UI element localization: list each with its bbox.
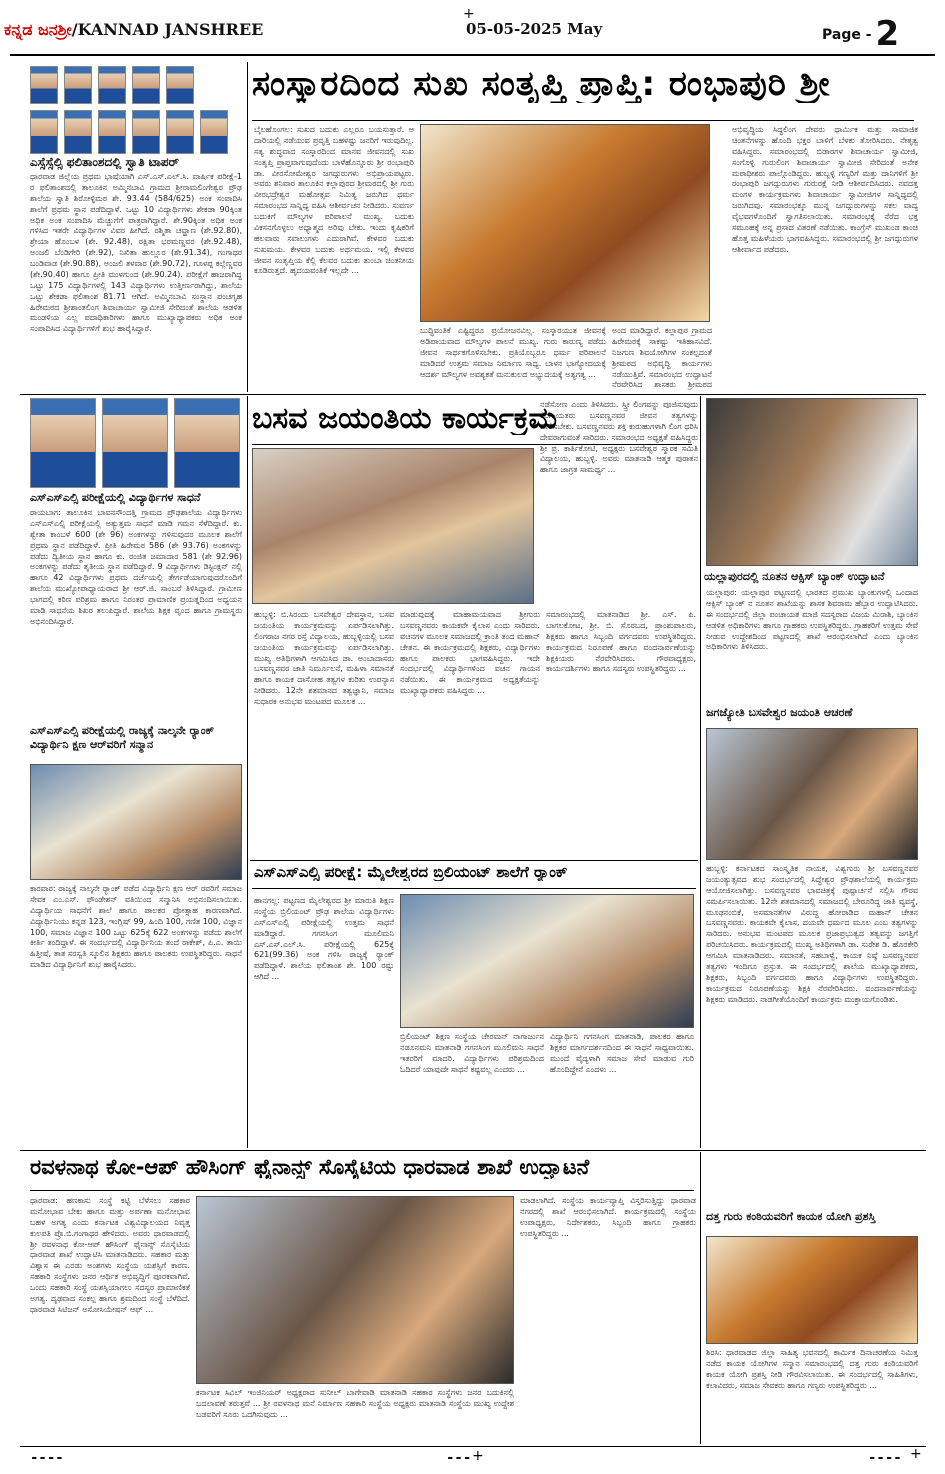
state-rank-headline: ಎಸ್ಎಸ್ಎಲ್ಸಿ ಪರೀಕ್ಷೆಯಲ್ಲಿ ರಾಜ್ಯಕ್ಕೆ ನಾಲ್ಕನೇ ರ್‍ಯಾಂಕ್ ವಿದ್ಯಾರ್ಥಿನಿ ಕ್ಷಣ ಆರ್‌ವರಿಗೆ ಸನ್ಮಾನ [30,724,215,751]
masthead-date: 05-05-2025 May [466,20,603,38]
student-photo [30,398,96,488]
masthead-title-english: /KANNAD JANSHREE [71,20,264,39]
student-photo [200,110,228,154]
brilliant-photo [400,894,694,1028]
achievers-photos [30,398,242,488]
rambhapuri-body-right: ಅಂದ ಮಾಡಿದ್ದಾರೆ. ಕಲ್ಲಾಪುರ ಗ್ರಾಮದ ಹಿರೇಮಠಕ್ಕೆ ಸಾಕಷ್ಟು ಇತಿಹಾಸವಿದೆ. ನಿಜಗುಣ ಶಿವಯೋಗಿಗಳ ಸಂಕಲ್ಪದಂತೆ ಶ್ರೀಮಠದ ಅಭಿವೃದ್ಧಿ ಕಾರ್ಯಗಳು ನಡೆಯುತ್ತಿವೆ. ಸಮಾರಂಭದ ಉದ್ಘಾಟನೆ ನೆರವೇರಿಸಿದ ಶಾಸಕರು ಶ್ರೀಮಠದ [612,326,712,390]
brilliant-headline: ಎಸ್ಎಸ್ಎಲ್ಸಿ ಪರೀಕ್ಷೆ: ಮೈಲೇಶ್ವರದ ಬ್ರಿಲಿಯಂಟ್ ಶಾಲೆಗೆ ರ್‍ಯಾಂಕ್ [254,864,568,881]
student-photo [98,110,126,154]
footer-left: ---- [30,1450,64,1466]
datta-headline: ದತ್ತ ಗುರು ಕಂಠಿಯವರಿಗೆ ಕಾಯಕ ಯೋಗಿ ಪ್ರಶಸ್ತಿ [706,1210,876,1223]
basava-body-right: ಸಮಾರಂಭದಲ್ಲಿ ಮಾತನಾಡಿದ ಶ್ರೀ. ಎಸ್. ಪಿ. ಬಾಗಲಕೋಟ, ಶ್ರೀ. ಬಿ. ಸೊರಬದ, ಪ್ರಾಂಶುಪಾಲರು, ಶಿಕ್ಷಕರು ಹಾಗೂ ಸಿಬ್ಬಂದಿ ವರ್ಗದವರು ಉಪಸ್ಥಿತರಿದ್ದರು. ಕಾರ್ಯಕ್ರಮದ ನಿರೂಪಣೆ ಹಾಗೂ ವಂದನಾರ್ಪಣೆಯನ್ನು ಶಿಕ್ಷಕಿಯರು ನೆರವೇರಿಸಿದರು. ಗೌರವಾಧ್ಯಕ್ಷರು, ಕಾರ್ಯದರ್ಶಿಗಳು ಹಾಗೂ ಸದಸ್ಯರು ಉಪಸ್ಥಿತರಿದ್ದರು ... [546,610,696,674]
brilliant-body-right: ವಿದ್ಯಾರ್ಥಿನಿ ಗಗನಸಿಂಗ ಮಾತನಾಡಿ, ಪಾಲಕರ ಹಾಗೂ ಶಿಕ್ಷಕರ ಮಾರ್ಗದರ್ಶನದಿಂದ ಈ ಸಾಧನೆ ಸಾಧ್ಯವಾಯಿತು. ಮುಂದೆ ವೈದ್ಯಳಾಗಿ ಸಮಾಜ ಸೇವೆ ಮಾಡುವ ಗುರಿ ಹೊಂದಿದ್ದೇನೆ ಎಂದಳು ... [550,1032,694,1074]
basava-headline: ಬಸವ ಜಯಂತಿಯ ಕಾರ್ಯಕ್ರಮ [252,402,558,435]
cooperative-photo [196,1196,514,1384]
student-photo [166,110,194,154]
student-photo [64,66,92,104]
section-rule [250,860,698,861]
brilliant-body-mid: ಬ್ರಿಲಿಯಂಟ್ ಶಿಕ್ಷಣ ಸಂಸ್ಥೆಯ ಚೇರಮನ್ ನಾಗಾರ್ಜುನ ನಡೂನಮನಿ ಮಾತನಾಡಿ ಗಗನಸಿಂಗ ಮೂಲಿಮನಿ ಸಾಧನೆ ಇತರರಿಗೆ ಮಾದರಿ. ವಿದ್ಯಾರ್ಥಿಗಳು ಪರಿಶ್ರಮದಿಂದ ಓದಿದರೆ ಯಾವುದೇ ಸಾಧನೆ ಕಷ್ಟವಲ್ಲ ಎಂದರು ... [400,1032,544,1074]
column-rule [700,396,701,1148]
rambhapuri-body-mid: ಬುದ್ಧಿವಂತಿಕೆ ಎಷ್ಟಿದ್ದರೂ ಪ್ರಯೋಜನವಿಲ್ಲ. ಸಂಸ್ಕಾರಯುತ ಜೀವನಕ್ಕೆ ಅಡಿಪಾಯವಾದ ಮೌಲ್ಯಗಳ ಪಾಲನೆ ಮುಖ್ಯ. ಗುರು ಕಾರುಣ್ಯ ಪಡೆದು ಜೀವನ ಸಾರ್ಥಕಗೊಳಿಸಬೇಕು. ಪ್ರತಿಯೊಬ್ಬರೂ ಧರ್ಮ ಪರಿಪಾಲನೆ ಮಾಡಿದರೆ ಉತ್ತಮ ಸಮಾಜ ನಿರ್ಮಾಣ ಸಾಧ್ಯ. ಬಾಳನ ಭಾಗ್ಯೋದಯಕ್ಕೆ ಆದರ್ಶ ಮೌಲ್ಯಗಳ ಅವಶ್ಯಕತೆ ಮನುಕುಲದ ಅಭ್ಯುದಯಕ್ಕೆ ಅತ್ಯಗತ್ಯ ... [420,326,606,379]
footer-center: --- [446,1450,472,1466]
state-rank-photo [30,764,242,880]
cooperative-body-left: ಧಾರವಾಡ: ಹಣಕಾಸು ಸಂಸ್ಥೆ ಕಟ್ಟಿ ಬೆಳೆಸಲು ಸಹಕಾರ ಮನೋಭಾವ ಬೇಕು ಹಾಗೂ ಮತ್ತು ಅರ್ಪಣಾ ಮನೋಭಾವ ಬಹಳ ಅಗತ್ಯ ಎಂದು ಕರ್ನಾಟಕ ವಿಶ್ವವಿದ್ಯಾಲಯದ ನಿವೃತ್ತ ಕುಲಪತಿ ಪ್ರೊ.ಬಿ.ಗಂಗಾಧರ ಹೇಳಿದರು. ಅವರು ಧಾರವಾಡದಲ್ಲಿ ಶ್ರೀ ರವಳನಾಥ ಕೋ-ಆಪ್ ಹೌಸಿಂಗ್ ಫೈನಾನ್ಸ್ ಸೊಸೈಟಿಯ ಧಾರವಾಡ ಶಾಖೆ ಉದ್ಘಾಟಿಸಿ ಮಾತನಾಡಿದರು. ಸಹಕಾರ ಮತ್ತು ವಿಶ್ವಾಸ ಈ ಎರಡು ಅಂಶಗಳು ಸಂಸ್ಥೆಯ ಯಶಸ್ಸಿಗೆ ಕಾರಣ. ಸಹಕಾರಿ ಸಂಸ್ಥೆಗಳು ಜನರ ಆರ್ಥಿಕ ಅಭಿವೃದ್ಧಿಗೆ ಪೂರಕವಾಗಿವೆ. ಒಂದು ಸಹಕಾರಿ ಸಂಸ್ಥೆ ಯಶಸ್ಸಿಯಾಗಲು ಸದಸ್ಯರ ಪ್ರಾಮಾಣಿಕತೆ ಅಗತ್ಯ. ದೃಢವಾದ ಸಂಕಲ್ಪ ಹಾಗೂ ಶ್ರಮದಿಂದ ಸಂಸ್ಥೆ ಬೆಳೆದಿದೆ. ಧಾರವಾಡ ಸಿಟಿಜನ್ ಅಸೋಸಿಯೇಷನ್ ಆಫ್ ... [30,1196,190,1314]
cooperative-headline: ರವಳನಾಥ ಕೋ-ಆಪ್ ಹೌಸಿಂಗ್ ಫೈನಾನ್ಸ್ ಸೊಸೈಟಿಯ ಧಾರವಾಡ ಶಾಖೆ ಉದ್ಘಾಟನೆ [30,1156,590,1179]
crosshair-top: + [463,6,475,22]
state-rank-body: ಕಾರವಾರ: ರಾಜ್ಯಕ್ಕೆ ನಾಲ್ಕನೇ ರ್‍ಯಾಂಕ್ ಪಡೆದ ವಿದ್ಯಾರ್ಥಿನಿ ಕ್ಷಣ ಆರ್ ರವರಿಗೆ ಸಮಾಜ ಸೇವಕ ಎಂ.ಎಸ್. ಫೌಂಡೇಶನ್ ವತಿಯಿಂದ ಸನ್ಮಾನಿಸಿ ಅಭಿನಂದಿಸಲಾಯಿತು. ವಿದ್ಯಾರ್ಥಿಯ ಸಾಧನೆಗೆ ಶಾಲೆ ಹಾಗೂ ಪಾಲಕರ ಪ್ರೋತ್ಸಾಹ ಕಾರಣವಾಗಿದೆ. ವಿದ್ಯಾರ್ಥಿನಿಯು ಕನ್ನಡ 123, ಇಂಗ್ಲಿಷ್ 99, ಹಿಂದಿ 100, ಗಣಿತ 100, ವಿಜ್ಞಾನ 100, ಸಮಾಜ ವಿಜ್ಞಾನ 100 ಒಟ್ಟು 625ಕ್ಕೆ 622 ಅಂಕಗಳನ್ನು ಪಡೆದು ಶಾಲೆಗೆ ಕೀರ್ತಿ ತಂದಿದ್ದಾಳೆ. ಈ ಸಂದರ್ಭದಲ್ಲಿ ವಿದ್ಯಾರ್ಥಿನಿಯ ತಂದೆ ರಾಕೇಶ್, ಪಿ.ಎ. ತಾಯಿ ಹಿತ್ತೀಷೆ, ತಾತ ಸರಸ್ವತಿ ಸ್ಕೂಲಿನ ಶಿಕ್ಷಕರು ಹಾಗೂ ಪಾಲಕರು ಉಪಸ್ಥಿತರಿದ್ದರು. ಸಾಧನೆ ಮಾಡಿದ ವಿದ್ಯಾರ್ಥಿನಿಗೆ ಶುಭ ಹಾರೈಸಿದರು. [30,884,242,970]
basava-photo [252,448,534,604]
student-photo [174,398,240,488]
brilliant-body-left: ಹಾನಗಲ್ಲ: ಪಟ್ಟಣದ ಮೈಲೇಶ್ವರದ ಶ್ರೀ ಮಾರುತಿ ಶಿಕ್ಷಣ ಸಂಸ್ಥೆಯ ಬ್ರಿಲಿಯಂಟ್ ಪ್ರೌಢ ಶಾಲೆಯ ವಿದ್ಯಾರ್ಥಿಗಳು ಎಸ್ಎಸ್ಎಲ್ಸಿ ಪರೀಕ್ಷೆಯಲ್ಲಿ ಉತ್ತಮ ಸಾಧನೆ ಮಾಡಿದ್ದಾರೆ. ಗಗನಸಿಂಗ ಮೂಲಿಮನಿ ಎಸ್.ಎಸ್.ಎಲ್.ಸಿ. ಪರೀಕ್ಷೆಯಲ್ಲಿ 625ಕ್ಕೆ 621(99.36) ಅಂಕ ಗಳಿಸಿ ರಾಜ್ಯಕ್ಕೆ ರ್‍ಯಾಂಕ್ ಪಡೆದಿದ್ದಾಳೆ. ಶಾಲೆಯ ಫಲಿತಾಂಶ ಶೇ. 100 ರಷ್ಟು ಆಗಿದೆ ... [254,896,394,982]
jagajyoti-photo [706,728,918,860]
student-photo [102,398,168,488]
basava-body-top-right: ನಡೆಸೋಣ ಎಂದು ತಿಳಿಸಿದರು. ಸ್ತ್ರೀ ಲಿಂಗವನ್ನು ಪೂಜಿಸುವುದು ಲಿಂಗಾಯತರು ಬಸವಣ್ಣನವರ ಜೀವನ ತತ್ವಗಳನ್ನು ಪಾಲಿಸಬೇಕು. ಬಸವಣ್ಣನವರು ಶಕ್ತಿ ಕುರುಹುಗಳಾಗಿ ಲಿಂಗ ಧರಿಸಿ ದೇವರಾಗುವಂತೆ ಸಾರಿದರು. ಸಮಾರಂಭದ ಅಧ್ಯಕ್ಷತೆ ವಹಿಸಿದ್ದರು ಶ್ರೀ ಪ್ರ. ಕಾರ್ತಿಕೋಟಿ, ಅಧ್ಯಕ್ಷರು ಬಸವೇಶ್ವರ ಸ್ಮಾರಕ ಸಮಿತಿ ವಿದ್ಯಾಲಯ, ಹುಬ್ಬಳ್ಳಿ. ಅವರು ಮಾತನಾಡಿ ಆತ್ಮಕ ಪುರಾತನ ಹಾಗೂ ಜಾಗ್ರತ ಸಾಮರ್ಥ್ಯ ... [540,400,698,475]
student-photo [30,110,58,154]
topper-headline: ಎಸ್ಸೆಸ್ಸೆಲ್ಸಿ ಫಲಿತಾಂಶದಲ್ಲಿ ಸ್ವಾತಿ ಟಾಪರ್ [30,155,179,169]
page-indicator [822,14,899,54]
page-number: 2 [875,14,900,54]
basava-body-left: ಹುಬ್ಬಳ್ಳಿ: ಬಿ.ಸಿರಂದು ಬಸವೇಶ್ವರ ದೇವಸ್ಥಾನ, ಬಸವ ಜಯಂತಿಯ ಕಾರ್ಯಕ್ರಮವನ್ನು ಏರ್ಪಡಿಸಲಾಗಿತ್ತು. ಲಿಂಗರಾಜ ನಗರ ರಸ್ತೆ ವಿದ್ಯಾಲಯ, ಹುಬ್ಬಳ್ಳಿಯಲ್ಲಿ ಬಸವ ಜಯಂತಿಯ ಕಾರ್ಯಕ್ರಮವನ್ನು ಏರ್ಪಡಿಸಲಾಗಿತ್ತು. ಮುಖ್ಯ ಅತಿಥಿಗಳಾಗಿ ಆಗಮಿಸಿದ ಡಾ. ಅಂಬಾದಾಸರು ಬಸವಣ್ಣನವರ ಜಾತಿ ನಿರ್ಮೂಲನೆ, ಮಹಿಳಾ ಸಮಾನತೆ ಹಾಗೂ ಕಾಯಕ ದಾಸೋಹ ತತ್ವಗಳ ಕುರಿತು ಉಪನ್ಯಾಸ ನೀಡಿದರು. 12ನೇ ಶತಮಾನದ ತತ್ವಜ್ಞಾನಿ, ಸಮಾಜ ಸುಧಾರಕ ಅನುಭವ ಮಂಟಪದ ಮೂಲಕ ... [254,610,394,706]
topper-photos [30,66,242,154]
axis-bank-headline: ಯಲ್ಲಾಪುರದಲ್ಲಿ ನೂತನ ಆಕ್ಸಿಸ್ ಬ್ಯಾಂಕ್ ಉದ್ಘಾಟನೆ [704,570,885,583]
axis-bank-photo [706,398,918,566]
topper-body: ಧಾರವಾಡ ಜಿಲ್ಲೆಯ ಪ್ರಥಮ ಭಾಷೆಯಾಗಿ ಎಸ್.ಎಸ್.ಎಲ್.ಸಿ. ವಾರ್ಷಿಕ ಪರೀಕ್ಷೆ-1 ರ ಫಲಿತಾಂಶದಲ್ಲಿ ತಾಲೂಕಿನ ಅಮ್ಮಿನಬಾವಿ ಗ್ರಾಮದ ಶ್ರೀರಾಮಲಿಂಗೇಶ್ವರ ಪ್ರೌಢ ಶಾಲೆಯ ಸ್ವಾತಿ ಶಿರೋಳ್ಳಿಮಠ ಶೇ. 93.44 (584/625) ಅಂಕ ಸಂಪಾದಿಸಿ ಶಾಲೆಗೆ ಪ್ರಥಮ ಸ್ಥಾನ ಪಡೆದಿದ್ದಾಳೆ. ಒಟ್ಟು 10 ವಿದ್ಯಾರ್ಥಿಗಳು ಶೇಕಡಾ 90ಕ್ಕಿಂತ ಅಧಿಕ ಅಂಕ ಸಂಪಾದಿಸಿ ಮೆಚ್ಚುಗೆಗೆ ಪಾತ್ರರಾಗಿದ್ದಾರೆ. ಶೇ.90ಕ್ಕಿಂತ ಅಧಿಕ ಅಂಕ ಗಳಿಸಿದ ಇತರೇ ವಿದ್ಯಾರ್ಥಿಗಳ ವಿವರ ಹೀಗಿದೆ. ರಶ್ಮಿತಾ ಚವ್ಹಾಣ (ಶೇ.92.80), ಶ್ರೇಯಾ ಹೊಂಬಳ (ಶೇ. 92.48), ರಕ್ಷಿತಾ ಭರಮಣ್ಣವರ (ಶೇ.92.48), ಅಂಜಲಿ ಬೆಂಡಿಗೇರಿ (ಶೇ.92), ನಿಖಿತಾ ಹುಲ್ಲೂರ (ಶೇ.91.34), ಗಂಗಾಧರ ಬಂಡಿವಾಡ (ಶೇ.90.88), ಅಂಜಲಿ ತಳವಾರ (ಶೇ.90.72), ಗೂಳಪ್ಪ ಕಲ್ಲೆಣ್ಣವರ (ಶೇ.90.40) ಹಾಗೂ ಪ್ರೀತಿ ಮುಳಗುಂದ (ಶೇ.90.24). ಪರೀಕ್ಷೆಗೆ ಹಾಜರಾಗಿದ್ದ ಒಟ್ಟು 175 ವಿದ್ಯಾರ್ಥಿಗಳಲ್ಲಿ 143 ವಿದ್ಯಾರ್ಥಿಗಳು ಉತ್ತೀರ್ಣರಾಗಿದ್ದು, ಶಾಲೆಯ ಒಟ್ಟು ಶೇಕಡಾ ಫಲಿತಾಂಶ 81.71 ಆಗಿದೆ. ಅಮ್ಮಿನಬಾವಿ ಸಂಸ್ಥಾನ ಪಂಚಗೃಹ ಹಿರೇಮಠದ ಶ್ರೀಶಾಂತಲಿಂಗ ಶಿವಾಚಾರ್ಯ ಸ್ವಾಮೀಜಿ ಸೇರಿದಂತೆ ಶಾಲೆಯ ಆಡಳಿತ ಮಂಡಳಿಯ ಎಲ್ಲ ಪದಾಧಿಕಾರಿಗಳು ಹಾಗೂ ಮುಖ್ಯಾಧ್ಯಾಪಕರು ಅಧಿಕ ಅಂಕ ಸಂಪಾದಿಸಿದ ವಿದ್ಯಾರ್ಥಿಗಳಿಗೆ ಶುಭ ಹಾರೈಸಿದ್ದಾರೆ. [30,172,242,334]
student-photo [166,66,194,104]
jagajyoti-headline: ಜಗಜ್ಯೋತಿ ಬಸವೇಶ್ವರ ಜಯಂತಿ ಆಚರಣೆ [706,706,853,719]
footer-rule [20,1446,926,1447]
cooperative-body-right: ಮಾಡಲಾಗಿದೆ. ಸಂಸ್ಥೆಯ ಕಾರ್ಯವ್ಯಾಪ್ತಿ ವಿಸ್ತರಿಸುತ್ತಿದ್ದು ಧಾರವಾಡ ನಗರದಲ್ಲಿ ಶಾಖೆ ಆರಂಭಿಸಲಾಗಿದೆ. ಕಾರ್ಯಕ್ರಮದಲ್ಲಿ ಸಂಸ್ಥೆಯ ಉಪಾಧ್ಯಕ್ಷರು, ನಿರ್ದೇಶಕರು, ಸಿಬ್ಬಂದಿ ಹಾಗೂ ಗ್ರಾಹಕರು ಉಪಸ್ಥಿತರಿದ್ದರು ... [520,1196,696,1238]
rambhapuri-body-left: ಬೈಲಹೊಂಗಲ: ಸುಖದ ಬದುಕು ಎಲ್ಲರೂ ಬಯಸುತ್ತಾರೆ. ಆ ದಾರಿಯಲ್ಲಿ ನಡೆಯುವ ಪ್ರವೃತ್ತಿ ಬಹಳಷ್ಟು ಜನರಿಗೆ ಇರುವುದಿಲ್ಲ. ಸತ್ಯ ಶುದ್ಧವಾದ ಸಂಸ್ಕಾರದಿಂದ ಮಾನವ ಜೀವನದಲ್ಲಿ ಸುಖ ಸಂತೃಪ್ತಿ ಪ್ರಾಪ್ತವಾಗುವುದೆಂದು ಬಾಳೆಹೊನ್ನೂರು ಶ್ರೀ ರಂಭಾಪುರಿ ಡಾ. ವೀರಸೋಮೇಶ್ವರ ಜಗದ್ಗುರುಗಳು ಅಭಿಪ್ರಾಯಪಟ್ಟರು. ಅವರು ಶನಿವಾರ ತಾಲೂಕಿನ ಕಲ್ಲಾಪುರದ ಶ್ರೀಮಠದಲ್ಲಿ ಶ್ರೀ ಗುರು ವೀರಭದ್ರೇಶ್ವರ ಮಹೋತ್ಸವ ನಿಮಿತ್ಯ ಜರುಗಿದ ಧರ್ಮ ಸಮಾರಂಭದ ಸಾನ್ನಿಧ್ಯ ವಹಿಸಿ ಆಶೀರ್ವಚನ ನೀಡಿದರು. ಸುವರ್ಣ ಬದುಕಿಗೆ ಮೌಲ್ಯಗಳ ಪರಿಪಾಲನೆ ಮುಖ್ಯ. ಬದುಕು ವಿಕಸನಗೊಳ್ಳಲು ಅಧ್ಯಾತ್ಮದ ಅರಿವು ಬೇಕು. ಇಂದು ಕೃಷಿಕರಿಗೆ ಹಲವಾರು ಸವಾಲುಗಳು ಎದುರಾಗಿವೆ. ಕೇಳವರ ಬದುಕು ಸುಖಮಯ. ಕೇಳವರ ಬದುಕು ಅರ್ಥಮಯ. ಇಲ್ಲಿ ಕೇಳವರ ಜೀವನ ಸಂತೃಪ್ತಿಯ ಕೆಲ್ಲಿ ಕೆಲವರ ಬದುಕು ತುಂಬಾ ಚಿಂತನೀಯ ಕೂಡಿರುತ್ತದೆ. ಹೃದಯವಂತಿಕೆ ಇಲ್ಲದೇ ... [254,125,414,276]
student-photo [30,66,58,104]
headline-rule [30,1190,694,1191]
masthead-title-kannada: ಕನ್ನಡ ಜನಶ್ರೀ [4,20,72,39]
row-rule [20,394,926,395]
masthead-title [4,20,263,40]
datta-body: ಶಿರಸಿ: ಧಾರವಾಡದ ಜಿಲ್ಲಾ ಸಾಹಿತ್ಯ ಭವನದಲ್ಲಿ ಕಾರ್ಮಿಕ ದಿನಾಚರಣೆಯ ನಿಮಿತ್ತ ನಡೆದ ಕಾಯಕ ಯೋಗಿಗಳ ಸನ್ಮಾನ ಸಮಾರಂಭದಲ್ಲಿ ದತ್ತ ಗುರು ಕಂಠಿಯವರಿಗೆ ಕಾಯಕ ಯೋಗಿ ಪ್ರಶಸ್ತಿ ನೀಡಿ ಗೌರವಿಸಲಾಯಿತು. ಈ ಸಂದರ್ಭದಲ್ಲಿ ಸಾಹಿತಿಗಳು, ಕಲಾವಿದರು, ಸಮಾಜ ಸೇವಕರು ಹಾಗೂ ಗಣ್ಯರು ಉಪಸ್ಥಿತರಿದ್ದರು ... [706,1348,918,1390]
footer-right: ---- [868,1450,902,1466]
jagajyoti-body: ಹುಬ್ಬಳ್ಳಿ: ಕರ್ನಾಟಕದ ಸಾಂಸ್ಕೃತಿಕ ನಾಯಕ, ವಿಶ್ವಗುರು ಶ್ರೀ ಬಸವಣ್ಣನವರ ಜಯಂತ್ಯುತ್ಸವದ ಶುಭ ಸಂದರ್ಭದಲ್ಲಿ ಸಿದ್ಧೇಶ್ವರ ಪ್ರೌಢಶಾಲೆಯಲ್ಲಿ ಕಾರ್ಯಕ್ರಮ ಆಯೋಜಿಸಲಾಗಿತ್ತು. ಬಸವಣ್ಣನವರ ಭಾವಚಿತ್ರಕ್ಕೆ ಪುಷ್ಪಾರ್ಚನೆ ಸಲ್ಲಿಸಿ ಗೌರವ ಸಮರ್ಪಿಸಲಾಯಿತು. 12ನೇ ಶತಮಾನದಲ್ಲಿ ಸಮಾಜದಲ್ಲಿ ಬೇರೂರಿದ್ದ ಜಾತಿ ವ್ಯವಸ್ಥೆ, ಮೂಢನಂಬಿಕೆ, ಅಸಮಾನತೆಗಳ ವಿರುದ್ಧ ಹೋರಾಡಿದ ಮಹಾನ್ ಚೇತನ ಬಸವಣ್ಣನವರು. ಕಾಯಕವೇ ಕೈಲಾಸ, ದಯವೇ ಧರ್ಮದ ಮೂಲ ಎಂಬ ತತ್ವಗಳನ್ನು ಸಾರಿದರು. ಅನುಭವ ಮಂಟಪದ ಮೂಲಕ ಪ್ರಜಾಪ್ರಭುತ್ವದ ತತ್ವವನ್ನು ಜಗತ್ತಿಗೆ ಪರಿಚಯಿಸಿದರು. ಕಾರ್ಯಕ್ರಮದಲ್ಲಿ ಮುಖ್ಯ ಅತಿಥಿಗಳಾಗಿ ಡಾ. ಸುರೇಶ ಡಿ. ಹೊರಕೇರಿ ಆಗಮಿಸಿ ಮಾತನಾಡಿದರು. ಸಮಾನತೆ, ಸಹಬಾಳ್ವೆ, ಕಾಯಕ ನಿಷ್ಠೆ ಬಸವಣ್ಣನವರ ತತ್ವಗಳು ಇಂದಿಗೂ ಪ್ರಸ್ತುತ. ಈ ಸಂದರ್ಭದಲ್ಲಿ ಶಾಲೆಯ ಮುಖ್ಯಾಧ್ಯಾಪಕರು, ಶಿಕ್ಷಕರು, ಸಿಬ್ಬಂದಿ ವರ್ಗದವರು ಹಾಗೂ ವಿದ್ಯಾರ್ಥಿಗಳು ಉಪಸ್ಥಿತರಿದ್ದರು. ಕಾರ್ಯಕ್ರಮದ ನಿರೂಪಣೆಯನ್ನು ಶಿಕ್ಷಕಿ ನೆರವೇರಿಸಿದರು. ವಂದನಾರ್ಪಣೆಯನ್ನು ಶಿಕ್ಷಕರು ಮಾಡಿದರು. ನಾಡಗೀತೆಯೊಂದಿಗೆ ಕಾರ್ಯಕ್ರಮ ಮುಕ್ತಾಯಗೊಂಡಿತು. [706,864,918,1004]
student-photo [132,66,160,104]
crosshair-bottom: + [472,1448,484,1464]
column-rule [247,62,248,392]
cooperative-body-mid: ಕರ್ನಾಟಕ ಸಿವಿಲ್ ಇಂಜಿನಿಯರ್ ಅಧ್ಯಕ್ಷರಾದ ಸುನೀಲ್ ಬಾಗೇವಾಡಿ ಮಾತನಾಡಿ ಸಹಕಾರ ಸಂಸ್ಥೆಗಳು ಜನರ ಬದುಕಿನಲ್ಲಿ ಬದಲಾವಣೆ ತರುತ್ತವೆ ... ಶ್ರೀ ರವಳನಾಥ ಮನೆ ನಿರ್ಮಾಣ ಸಹಕಾರಿ ಸಂಸ್ಥೆಯ ಅಧ್ಯಕ್ಷರು ಮಾತನಾಡಿ ಸಂಸ್ಥೆಯ ಮುಖ್ಯ ಉದ್ದೇಶ ಬಡವರಿಗೆ ಸೂರು ಒದಗಿಸುವುದು ... [196,1388,514,1419]
headline-rule [252,120,914,121]
column-rule [247,396,248,1148]
ssl-achievement-headline: ಎಸ್ಎಸ್ಎಲ್ಸಿ ಪರೀಕ್ಷೆಯಲ್ಲಿ ವಿದ್ಯಾರ್ಥಿಗಳ ಸಾಧನೆ [30,491,201,504]
student-photo [64,110,92,154]
student-photo [132,110,160,154]
ssl-achievement-body: ರಾಯಬಾಗ: ತಾಲೂಕಿನ ಬಾವನಸೌಂದತ್ತಿ ಗ್ರಾಮದ ಪ್ರೌಢಶಾಲೆಯ ವಿದ್ಯಾರ್ಥಿಗಳು ಎಸ್ಎಸ್ಎಲ್ಸಿ ಪರೀಕ್ಷೆಯಲ್ಲಿ ಅತ್ಯುತ್ತಮ ಸಾಧನೆ ಮಾಡಿ ಗಮನ ಸೆಳೆದಿದ್ದಾರೆ. ಕು. ಶ್ವೇತಾ ಕಾಂಬಳೆ 600 (ಶೇ 96) ಅಂಕಗಳನ್ನು ಗಳಿಸುವುದರ ಮೂಲಕ ಶಾಲೆಗೆ ಪ್ರಥಮ ಸ್ಥಾನ ಪಡೆದಿದ್ದಾಳೆ. ಪ್ರೀತಿ ಹಿರೇಮಠ 586 (ಶೇ 93.76) ಅಂಕಗಳನ್ನು ಪಡೆದು ದ್ವಿತೀಯ ಸ್ಥಾನ ಹಾಗೂ ಕು. ರಂಜಿತ ಜಮಾದಾರ 581 (ಶೇ 92.96) ಅಂಕಗಳನ್ನು ಪಡೆದು ತೃತೀಯ ಸ್ಥಾನ ಪಡೆದಿದ್ದಾರೆ. 9 ವಿದ್ಯಾರ್ಥಿಗಳು ಡಿಸ್ಟಿಂಕ್ಷನ್ ನಲ್ಲಿ ಹಾಗೂ 42 ವಿದ್ಯಾರ್ಥಿಗಳು ಪ್ರಥಮ ದರ್ಜೆಯಲ್ಲಿ ತೇರ್ಗಡೆಯಾಗುವುದರೊಂದಿಗೆ ಶಾಲೆಯ ಮುಖ್ಯೋಪಾಧ್ಯಾಯರಾದ ಶ್ರೀ ಆರ್.ಜಿ. ಸಾಂಬರೆ ತಿಳಿಸಿದ್ದಾರೆ. ಗ್ರಾಮೀಣ ಭಾಗದಲ್ಲಿ ಕಠಿಣ ಪರಿಶ್ರಮ ಹಾಗೂ ನಿರಂತರ ಪ್ರಾಮಾಣಿಕ ಪ್ರಯತ್ನದಿಂದ ಅಧ್ಯಯನ ಮಾಡಿ ಸಾಧನೆಯ ಶಿಖರ ತಲುಪಿದ್ದಾರೆ. ಶಾಲೆಯ ಶಿಕ್ಷಕ ವೃಂದ ಹಾಗೂ ಗ್ರಾಮಸ್ಥರು ಅಭಿನಂದಿಸಿದ್ದಾರೆ. [30,508,242,626]
rambhapuri-photo [420,124,710,322]
axis-bank-body: ಯಲ್ಲಾಪುರ: ಯಲ್ಲಾಪುರ ಪಟ್ಟಣದಲ್ಲಿ ಭಾರತದ ಪ್ರಮುಖ ಬ್ಯಾಂಕುಗಳಲ್ಲಿ ಒಂದಾದ ಆಕ್ಸಿಸ್ ಬ್ಯಾಂಕ್ ನ ನೂತನ ಶಾಖೆಯನ್ನು ಶಾಸಕ ಶಿವರಾಮ ಹೆಬ್ಬಾರ ಉದ್ಘಾಟಿಸಿದರು. ಈ ಸಂದರ್ಭದಲ್ಲಿ ಜಿಲ್ಲಾ ಪಂಚಾಯತ ಮಾಜಿ ಸದಸ್ಯರಾದ ವಿಜಯ ಮಿರಾಶಿ, ಬ್ಯಾಂಕಿನ ಆಡಳಿತ ಅಧಿಕಾರಿಗಳು ಹಾಗೂ ಗ್ರಾಹಕರು ಉಪಸ್ಥಿತರಿದ್ದರು. ಗ್ರಾಹಕರಿಗೆ ಉತ್ತಮ ಸೇವೆ ನೀಡುವ ಉದ್ದೇಶದಿಂದ ಪಟ್ಟಣದಲ್ಲಿ ಶಾಖೆ ಆರಂಭಿಸಲಾಗಿದೆ ಎಂದು ಬ್ಯಾಂಕಿನ ಅಧಿಕಾರಿಗಳು ತಿಳಿಸಿದರು. [706,588,918,652]
headline-rule [252,888,696,889]
page-label: Page - [822,27,872,43]
basava-body-mid: ಮಾಡುವುದಕ್ಕೆ ಮಾಹಾಮಯವಾದ ಶ್ರೀಗುರು ಬಸವಣ್ಣನವರು ಕಾಯಕವೇ ಕೈಲಾಸ ಎಂದು ಸಾರಿದರು. ವಚನಗಳ ಮೂಲಕ ಸಮಾಜದಲ್ಲಿ ಕ್ರಾಂತಿ ತಂದ ಮಹಾನ್ ಚೇತನ. ಈ ಕಾರ್ಯಕ್ರಮದಲ್ಲಿ ಶಿಕ್ಷಕರು, ವಿದ್ಯಾರ್ಥಿಗಳು ಹಾಗೂ ಪಾಲಕರು ಭಾಗವಹಿಸಿದ್ದರು. ಇದೇ ಸಂದರ್ಭದಲ್ಲಿ ವಿದ್ಯಾರ್ಥಿಗಳಿಂದ ವಚನ ಗಾಯನ ನಡೆಯಿತು. ಈ ಕಾರ್ಯಕ್ರಮದ ಅಧ್ಯಕ್ಷತೆಯನ್ನು ಮುಖ್ಯಾಧ್ಯಾಪಕರು ವಹಿಸಿದ್ದರು ... [400,610,540,696]
student-photo [98,66,126,104]
rambhapuri-headline: ಸಂಸ್ಕಾರದಿಂದ ಸುಖ ಸಂತೃಪ್ತಿ ಪ್ರಾಪ್ತಿ: ರಂಭಾಪುರಿ ಶ್ರೀ [252,66,831,104]
column-rule [700,1152,701,1444]
crosshair-corner: + [910,1446,922,1462]
rambhapuri-body-far: ಅಭಿವೃದ್ಧಿಯ ಸಿದ್ಧಲಿಂಗ ದೇವರು ಧಾರ್ಮಿಕ ಮತ್ತು ಸಾಮಾಜಿಕ ಚಿಂತನೆಗಳನ್ನು ಹೊಂದಿ ಭಕ್ತರ ಬಾಳಿಗೆ ಬೆಳಕು ತೋರಿಸಿದರು. ನೇತೃತ್ವ ವಹಿಸಿದ್ದರು. ಸಮಾರಂಭದಲ್ಲಿ ಬಿಡಾರಗಳ ಶಿವಾಚಾರ್ಯ ಸ್ವಾಮೀಜಿ, ಸಂಗೊಳ್ಳಿ ಗುರುಲಿಂಗ ಶಿವಾಚಾರ್ಯ ಸ್ವಾಮೀಜಿ ಸೇರಿದಂತೆ ಅನೇಕ ಮಠಾಧೀಶರು ಪಾಲ್ಗೊಂಡಿದ್ದರು. ಹುಬ್ಬಳ್ಳಿ ಗಣ್ಯರಿಗೆ ಮತ್ತು ದಾನಿಗಳಿಗೆ ಶ್ರೀ ರಂಭಾಪುರಿ ಜಗದ್ಗುರುಗಳು ಗುರುರಕ್ಷೆ ನೀಡಿ ಆಶೀರ್ವದಿಸಿದರು. ನವದತ್ತ ಮಂಗಳ ಕಾರ್ಯಕ್ರಮಗಳು ಶಿವಾಚಾರ್ಯ ಸ್ವಾಮೀಜಿಗಳ ಸಾನ್ನಿಧ್ಯದಲ್ಲಿ ಜರುಗಿದವು. ಸಮಾರಂಭಕ್ಕೂ ಮುನ್ನ ಜಗದ್ಗುರುಗಳನ್ನು ಸಕಲ ವಾದ್ಯ ವೈಭವಗಳೊಂದಿಗೆ ಸ್ವಾಗತಿಸಲಾಯಿತು. ಸಮಾರಂಭಕ್ಕೆ ನೆರೆದ ಭಕ್ತ ಸಮೂಹಕ್ಕೆ ಅನ್ನ ಪ್ರಸಾದ ವಿತರಣೆ ನಡೆಯಿತು. ಕಾಂಗ್ರೆಸ್ ಮುಖಂಡ ಕಾಂಚಿ ಹೊತ್ತ ಮಹಿಳೆಯರು ಭಾಗವಹಿಸಿದ್ದರು. ಸಮಾರಂಭದಲ್ಲಿ ಶ್ರೀ ಜಗದ್ಗುರುಗಳ ಆಶೀರ್ವಾದ ಪಡೆದರು. [732,125,918,254]
datta-photo [706,1236,918,1344]
row-rule [20,1150,926,1151]
